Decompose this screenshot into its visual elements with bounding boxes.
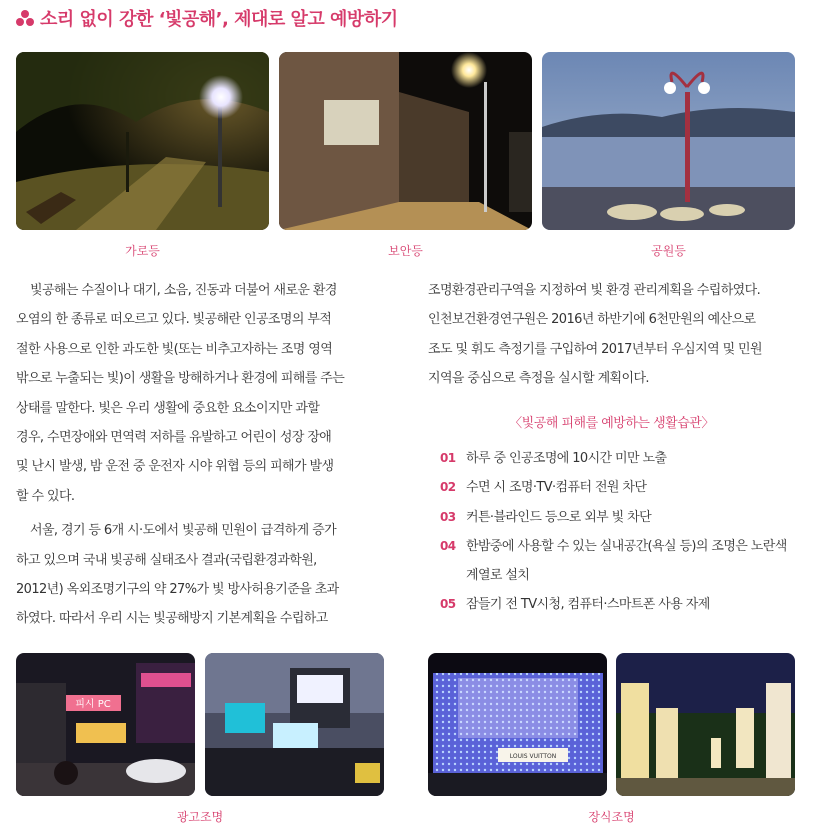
list-item [440, 590, 800, 619]
streetlight-photo [16, 52, 269, 230]
paragraph-line: 하였다. 따라서 우리 시는 빛공해방지 기본계획을 수립하고 [16, 611, 328, 627]
list-item [440, 473, 800, 502]
habit-number: 02 [440, 480, 456, 495]
security-light-photo [279, 52, 532, 230]
decorative-photo-1 [428, 653, 607, 796]
decorative-photo-2 [616, 653, 795, 796]
paragraph-line: 지역을 중심으로 측정을 실시할 계획이다. [428, 371, 649, 387]
title-text: 소리 없이 강한 ‘빛공해’, 제대로 알고 예방하기 [40, 9, 398, 30]
park-light-photo [542, 52, 795, 230]
paragraph-line: 하고 있으며 국내 빛공해 실태조사 결과(국립환경과학원, [16, 552, 317, 568]
habit-text: 수면 시 조명·TV·컴퓨터 전원 차단 [466, 480, 647, 496]
caption-security-light: 보안등 [388, 244, 423, 258]
paragraph-line: 할 수 있다. [16, 488, 75, 504]
habit-number: 01 [440, 451, 456, 465]
paragraph-line: 오염의 한 종류로 떠오르고 있다. 빛공해란 인공조명의 부적 [16, 312, 332, 328]
paragraph-line: 서울, 경기 등 6개 시·도에서 빛공해 민원이 급격하게 증가 [30, 523, 337, 539]
paragraph-line: 조명환경관리구역을 지정하여 빛 환경 관리계획을 수립하였다. [428, 283, 761, 298]
caption-advertising: 광고조명 [176, 810, 224, 824]
habit-text: 하루 중 인공조명에 10시간 미만 노출 [466, 451, 667, 466]
paragraph-line: 조도 및 휘도 측정기를 구입하여 2017년부터 우심지역 및 민원 [428, 341, 762, 357]
habit-number: 05 [440, 597, 456, 612]
habit-number: 04 [440, 539, 456, 554]
list-item [440, 444, 800, 473]
caption-decorative: 장식조명 [588, 810, 635, 824]
caption-streetlight: 가로등 [125, 244, 160, 258]
paragraph-line: 인천보건환경연구원은 2016년 하반기에 6천만원의 예산으로 [428, 312, 756, 328]
paragraph-line: 절한 사용으로 인한 과도한 빛(또는 비추고자하는 조명 영역 [16, 341, 333, 357]
habits-list [440, 444, 800, 620]
list-item [440, 532, 800, 590]
left-column-text [16, 276, 384, 634]
paragraph-line: 및 난시 발생, 밤 운전 중 운전자 시야 위협 등의 피해가 발생 [16, 459, 334, 475]
habit-text: 한밤중에 사용할 수 있는 실내공간(욕실 등)의 조명은 노란색 계열로 설치 [466, 539, 787, 584]
advertising-photo-2 [205, 653, 384, 796]
sign-text: 피시 PC [75, 699, 111, 710]
advertising-photo-1 [16, 653, 195, 796]
habits-heading: 〈빛공해 피해를 예방하는 생활습관〉 [509, 416, 714, 431]
paragraph-line: 경우, 수면장애와 면역력 저하를 유발하고 어린이 성장 장애 [16, 430, 332, 446]
habit-text: 커튼·블라인드 등으로 외부 빛 차단 [466, 509, 652, 525]
habit-text: 잠들기 전 TV시청, 컴퓨터·스마트폰 사용 자제 [466, 597, 710, 613]
right-column-text [428, 276, 796, 394]
page-title [16, 6, 398, 30]
paragraph-line: 빛공해는 수질이나 대기, 소음, 진동과 더불어 새로운 환경 [30, 283, 337, 298]
cluster-dots-icon [16, 9, 34, 27]
paragraph-line: 상태를 말한다. 빛은 우리 생활에 중요한 요소이지만 과할 [16, 400, 320, 416]
paragraph-line: 2012년) 옥외조명기구의 약 27%가 빛 방사허용기준을 초과 [16, 582, 339, 598]
list-item [440, 503, 800, 532]
caption-park-light: 공원등 [651, 244, 686, 258]
store-sign-text: LOUIS VUITTON [509, 753, 557, 760]
habit-number: 03 [440, 509, 456, 524]
paragraph-line: 밖으로 누출되는 빛)이 생활을 방해하거나 환경에 피해를 주는 [16, 371, 345, 387]
